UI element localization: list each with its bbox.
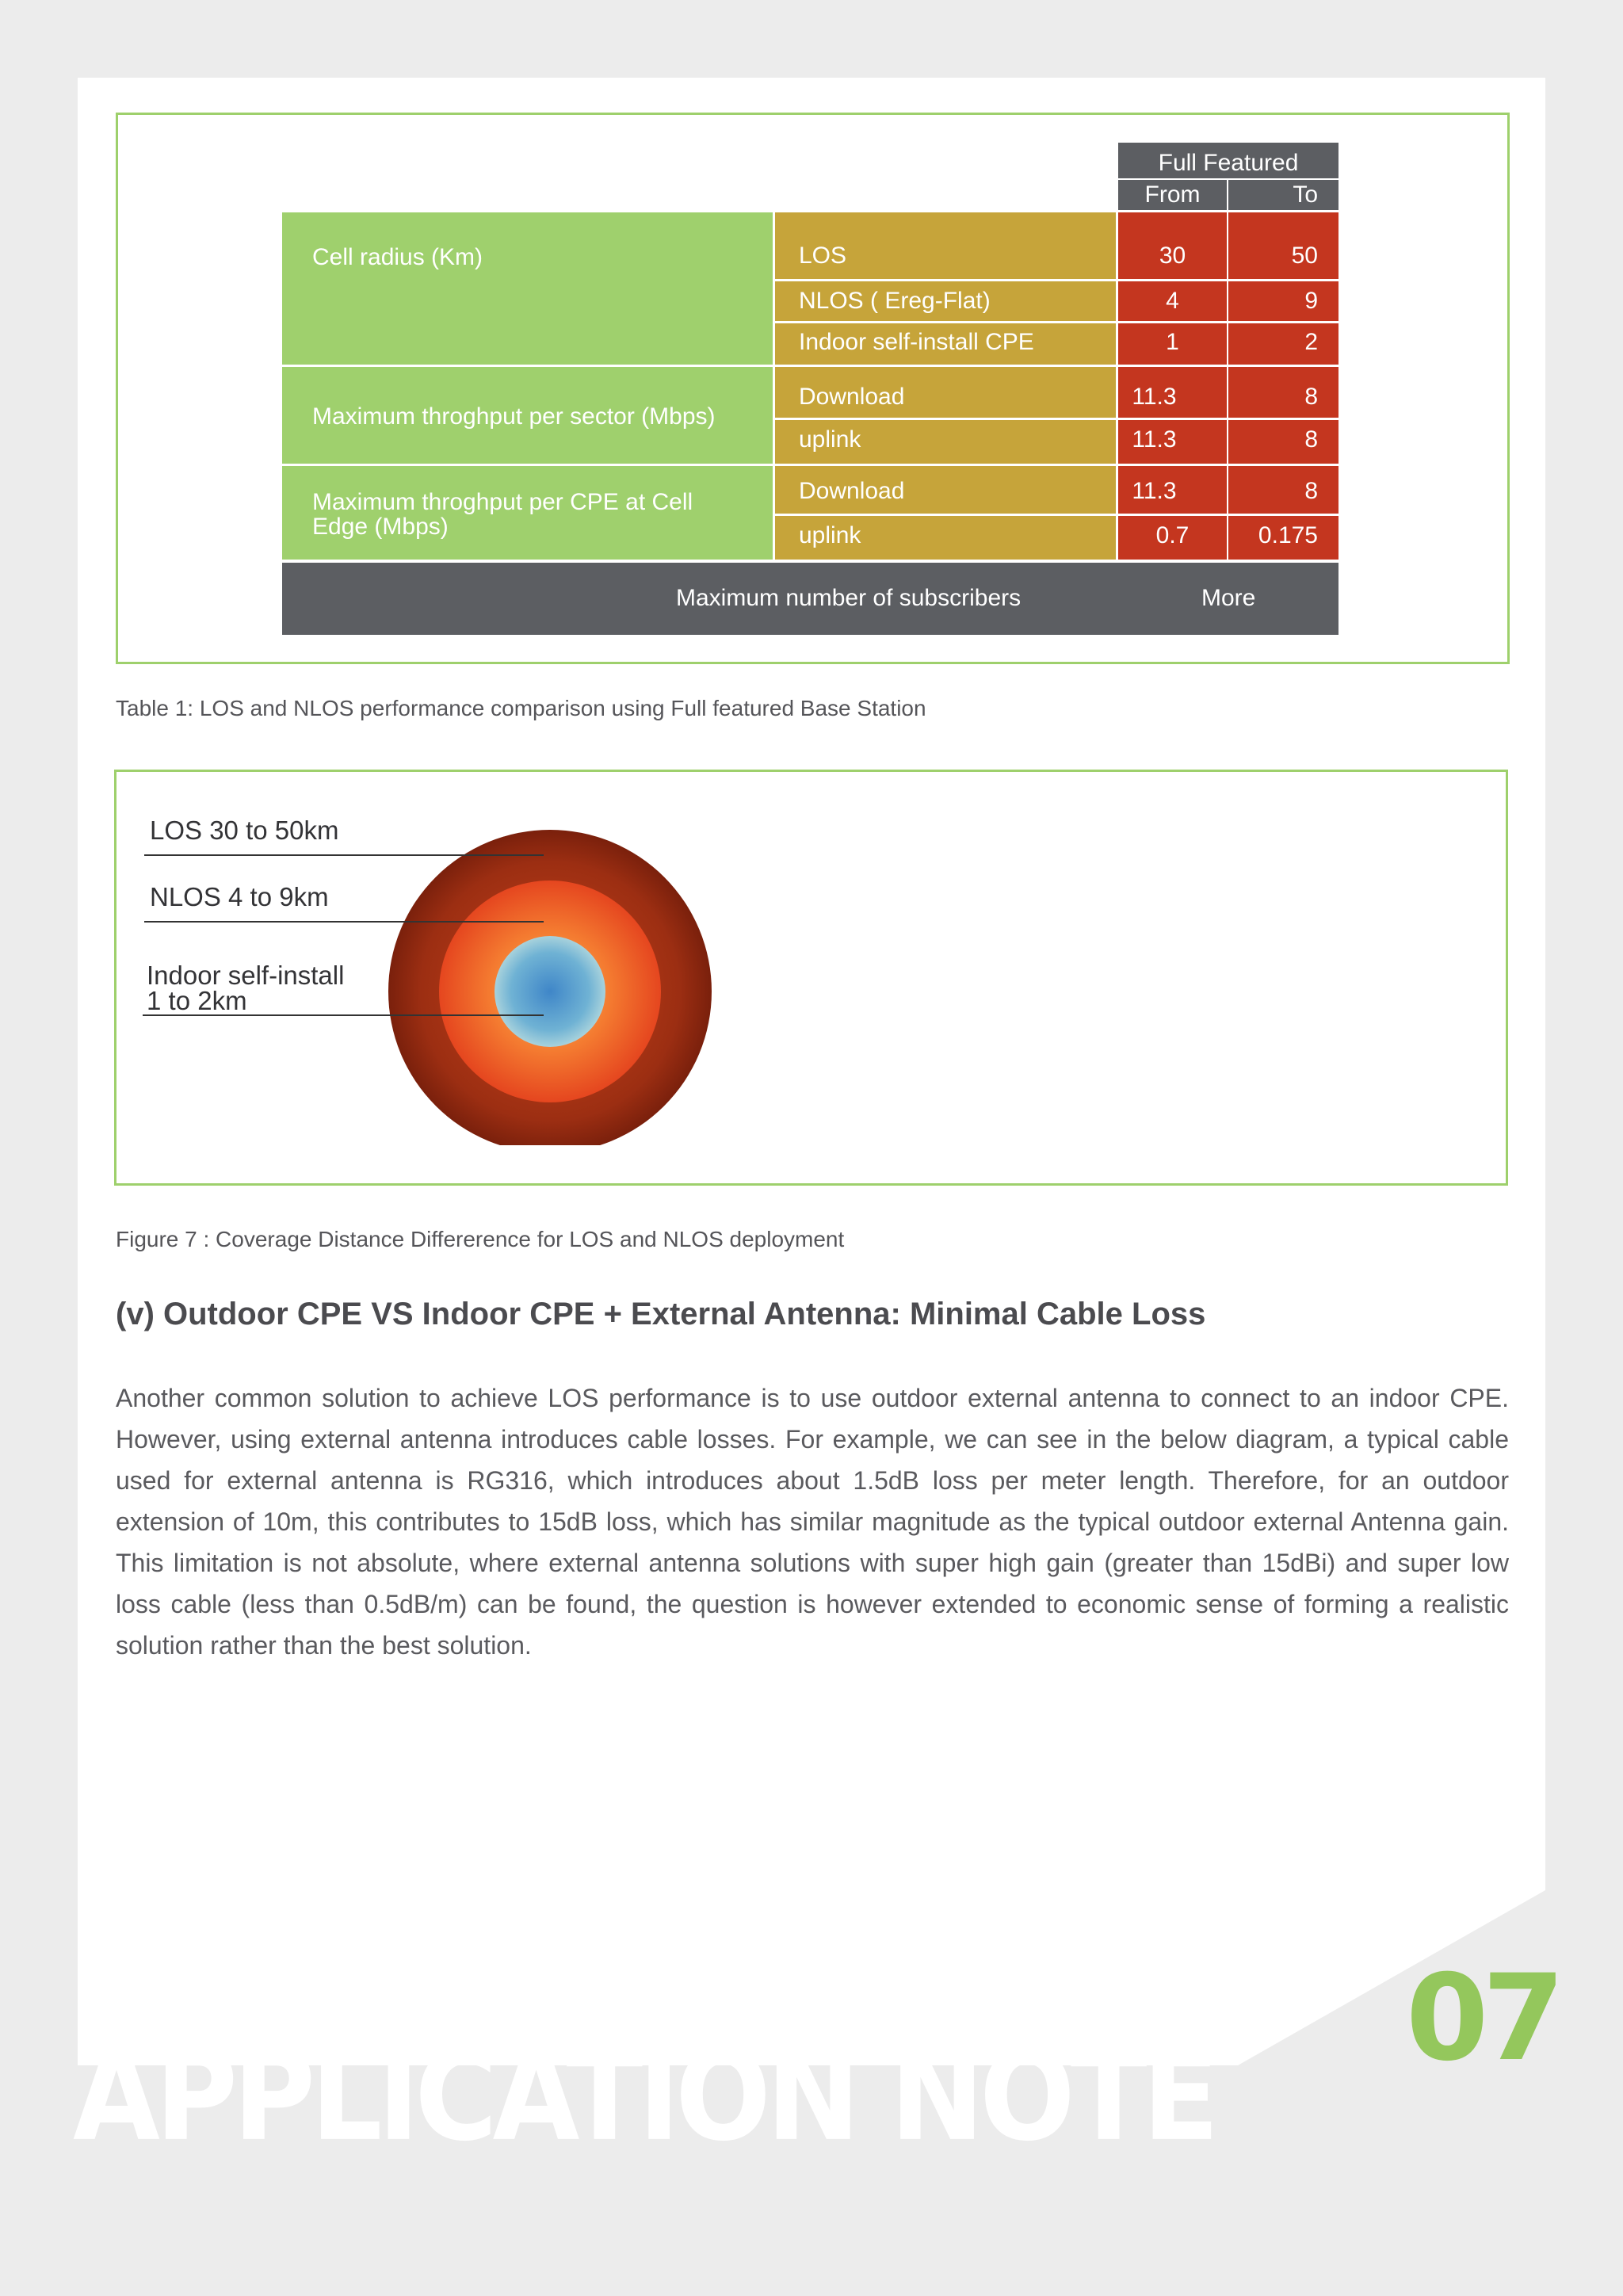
- table-row-label-download-sector: Download: [775, 367, 1116, 418]
- table-row-label-los: LOS: [775, 212, 1116, 279]
- table-value-to: 8: [1228, 466, 1338, 514]
- table-row-label-nlos: NLOS ( Ereg-Flat): [775, 281, 1116, 321]
- table-group-header: Full Featured: [1118, 143, 1338, 178]
- label-nlos: NLOS 4 to 9km: [150, 882, 329, 911]
- table-row-label-download-cpe: Download: [775, 466, 1116, 514]
- table-category-label-line1: Maximum throghput per CPE at Cell: [312, 489, 693, 515]
- label-indoor: [147, 963, 344, 1014]
- table-footer-label: Maximum number of subscribers: [676, 585, 1022, 611]
- label-indoor-line1: Indoor self-install: [147, 961, 345, 990]
- footer-title: APPLICATION NOTE: [73, 2024, 1215, 2169]
- body-paragraph: Another common solution to achieve LOS performance is to use outdoor external antenna to connect to an indoor CPE. However, using external antenna introduces cable losses. For example, we can see in the below diagram, a typical cable used for external antenna is RG316, which introduces about 1.5dB loss per meter length. Therefore, for an outdoor extension of 10m, this contributes to 15dB loss, which has similar magnitude as the typical outdoor external Antenna gain. This limitation is not absolute, where external antenna solutions with super high gain (greater than 15dBi) and super low loss cable (less than 0.5dB/m) can be found, the question is however extended to economic sense of forming a realistic solution rather than the best solution.: [116, 1384, 1509, 1660]
- figure-caption: Figure 7 : Coverage Distance Differerence for LOS and NLOS deployment: [116, 1227, 845, 1251]
- table-header-from: From: [1118, 180, 1227, 210]
- table-value-to: 8: [1228, 420, 1338, 464]
- table-category-label: Maximum throghput per sector (Mbps): [312, 403, 716, 430]
- table-row-label-uplink-cpe: uplink: [775, 516, 1116, 560]
- table-footer-row: [282, 563, 1338, 635]
- table-value-from: 30: [1118, 212, 1227, 279]
- coverage-circle-indoor: [495, 936, 605, 1047]
- table-value-to: 0.175: [1228, 516, 1338, 560]
- table-value-from: 4: [1118, 281, 1227, 321]
- table-value-to: 2: [1228, 323, 1338, 365]
- table-header-to: To: [1228, 180, 1338, 210]
- table-caption: Table 1: LOS and NLOS performance comparison using Full featured Base Station: [116, 696, 926, 720]
- table-category-cell-radius: [282, 212, 773, 365]
- label-los: LOS 30 to 50km: [150, 816, 339, 845]
- table-value-from: 11.3: [1118, 466, 1227, 514]
- table-value-to: 50: [1228, 212, 1338, 279]
- table-value-to: 9: [1228, 281, 1338, 321]
- table-value-to: 8: [1228, 367, 1338, 418]
- table-value-from: 0.7: [1118, 516, 1227, 560]
- table-category-throughput-cpe: [282, 466, 773, 560]
- table-category-label-line2: Edge (Mbps): [312, 514, 449, 540]
- table-row-label-indoor: Indoor self-install CPE: [775, 323, 1116, 365]
- section-heading: (v) Outdoor CPE VS Indoor CPE + External Antenna: Minimal Cable Loss: [116, 1297, 1206, 1331]
- table-category-throughput-sector: [282, 367, 773, 464]
- table-value-from: 11.3: [1118, 367, 1227, 418]
- table-category-label: Cell radius (Km): [312, 244, 483, 270]
- table-value-from: 11.3: [1118, 420, 1227, 464]
- table-value-from: 1: [1118, 323, 1227, 365]
- table-row-label-uplink-sector: uplink: [775, 420, 1116, 464]
- label-indoor-line2: 1 to 2km: [147, 986, 247, 1015]
- table-footer-value: More: [1201, 585, 1256, 611]
- page-number: 07: [1406, 1950, 1559, 2088]
